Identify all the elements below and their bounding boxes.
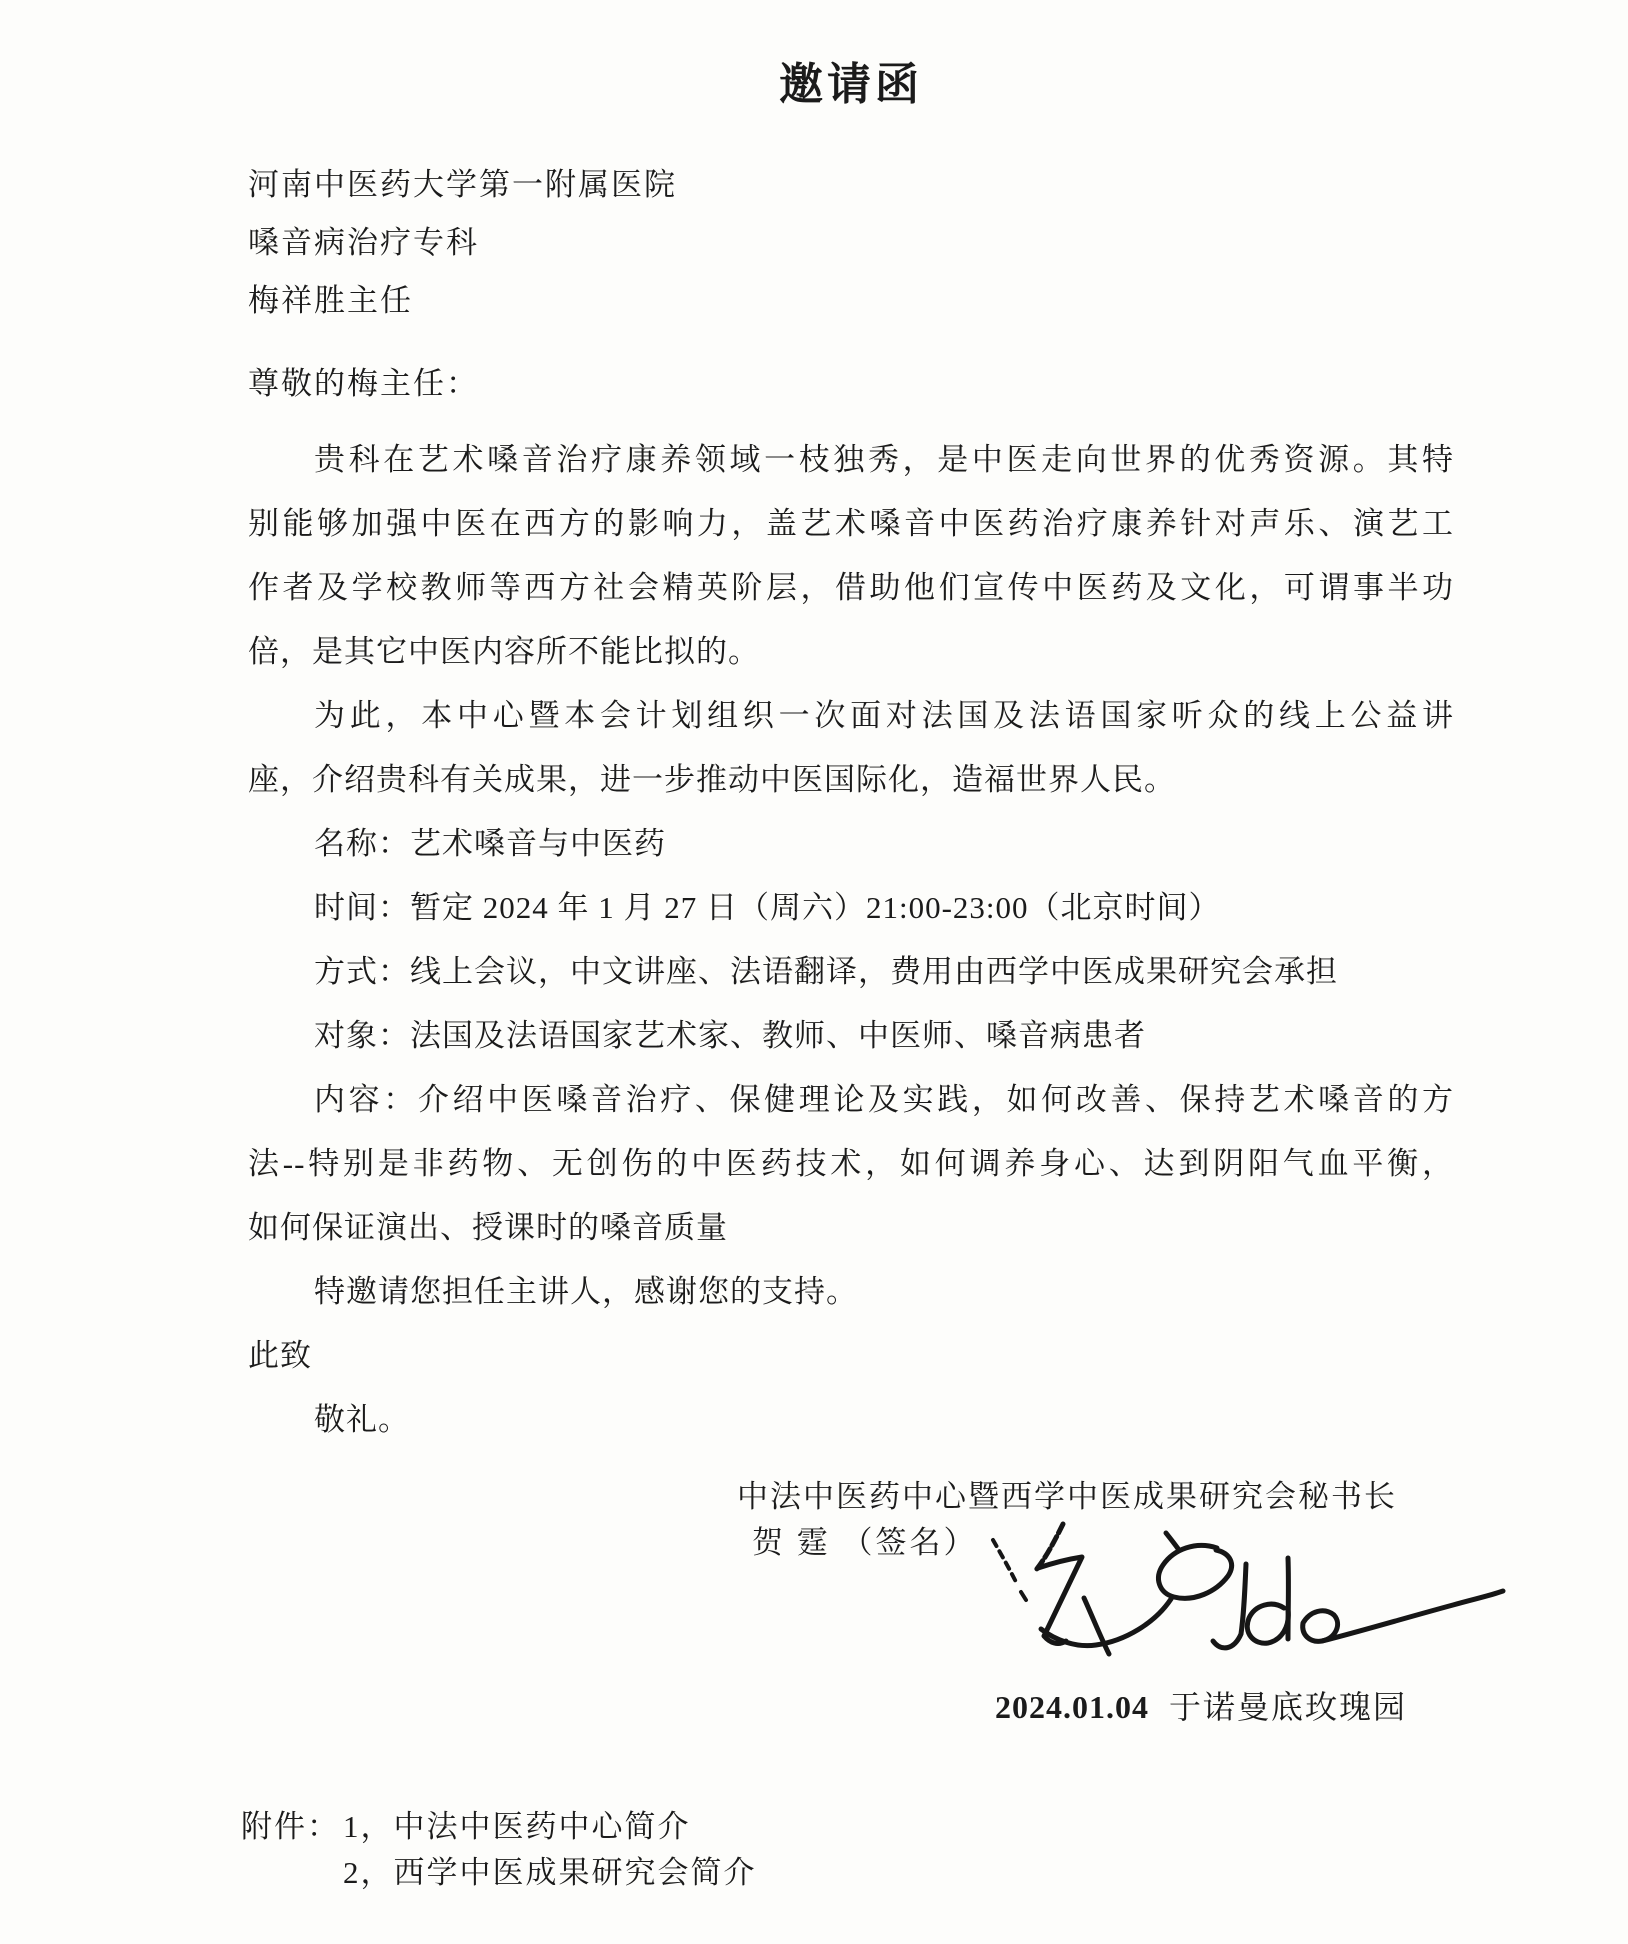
recipient-line: 梅祥胜主任 [248,283,413,318]
body-line: 作者及学校教师等西方社会精英阶层，借助他们宣传中医药及文化，可谓事半功 [248,570,1454,605]
body-line: 敬礼。 [314,1402,410,1437]
salutation: 尊敬的梅主任： [248,366,479,401]
handwritten-signature [983,1512,1513,1677]
page-title: 邀请函 [779,60,923,109]
signoff-signer-name: 贺 霆 （签名） [752,1525,978,1560]
body-line: 内容：介绍中医嗓音治疗、保健理论及实践，如何改善、保持艺术嗓音的方 [314,1082,1454,1117]
attachment-row [241,1804,757,1850]
recipient-line: 嗓音病治疗专科 [248,225,479,260]
body-line: 法--特别是非药物、无创伤的中医药技术，如何调养身心、达到阴阳气血平衡， [248,1146,1454,1181]
attachment-row [241,1850,757,1896]
attachment-item: 2，西学中医成果研究会简介 [343,1855,757,1890]
body-line: 方式：线上会议，中文讲座、法语翻译，费用由西学中医成果研究会承担 [314,954,1338,989]
sign-date: 2024.01.04 [995,1689,1149,1725]
body-line: 如何保证演出、授课时的嗓音质量 [248,1210,728,1245]
body-line: 贵科在艺术嗓音治疗康养领域一枝独秀，是中医走向世界的优秀资源。其特 [314,442,1454,477]
body-line: 特邀请您担任主讲人，感谢您的支持。 [314,1274,858,1309]
signoff-org-title: 中法中医药中心暨西学中医成果研究会秘书长 [737,1479,1397,1514]
attachments-block [241,1804,757,1896]
body-line: 别能够加强中医在西方的影响力，盖艺术嗓音中医药治疗康养针对声乐、演艺工 [248,506,1454,541]
body-line: 对象：法国及法语国家艺术家、教师、中医师、嗓音病患者 [314,1018,1146,1053]
recipient-line: 河南中医药大学第一附属医院 [248,167,677,202]
body-line: 名称：艺术嗓音与中医药 [314,826,666,861]
body-line: 倍，是其它中医内容所不能比拟的。 [248,634,760,669]
body-line: 座，介绍贵科有关成果，进一步推动中医国际化，造福世界人民。 [248,762,1176,797]
letter-body [248,428,1454,1452]
recipient-block [248,156,677,330]
body-line: 此致 [248,1338,312,1373]
date-place-line [995,1686,1407,1728]
attachments-label: 附件： [241,1809,340,1844]
sign-place: 于诺曼底玫瑰园 [1169,1689,1408,1725]
body-line: 时间：暂定 2024 年 1 月 27 日（周六）21:00-23:00（北京时间） [314,890,1221,925]
attachment-item: 1，中法中医药中心简介 [343,1809,691,1844]
body-line: 为此，本中心暨本会计划组织一次面对法国及法语国家听众的线上公益讲 [314,698,1454,733]
